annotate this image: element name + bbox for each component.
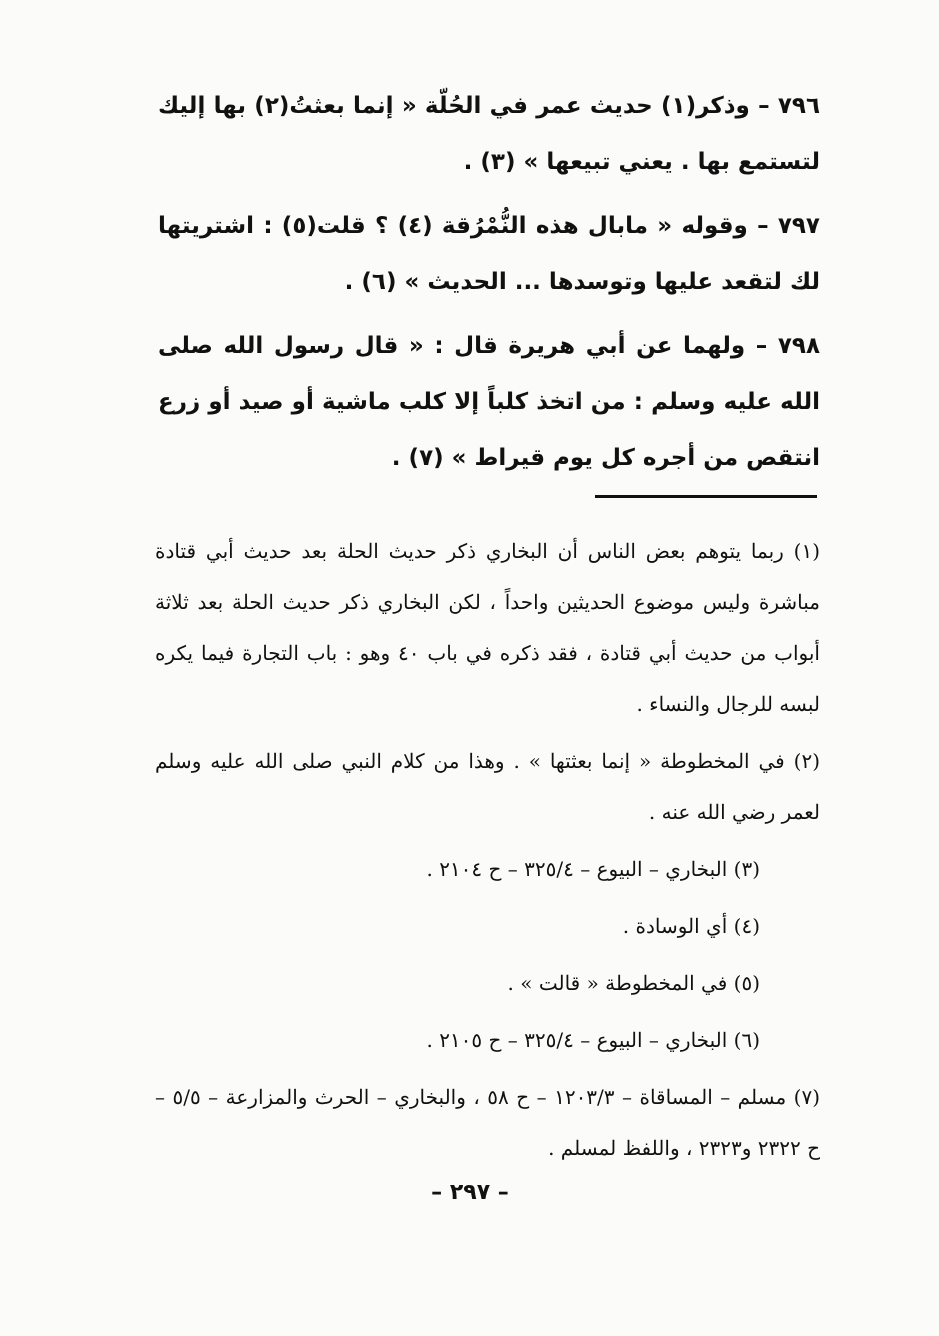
footnote-4: (٤) أي الوسادة .: [622, 914, 760, 938]
footnote-2: (٢) في المخطوطة « إنما بعثتها » . وهذا من كلام النبي صلى الله عليه وسلم لعمر رضي الله عنه .: [155, 749, 820, 824]
page-number: – ٢٩٧ –: [431, 1180, 509, 1205]
footnote-5: (٥) في المخطوطة « قالت » .: [507, 971, 760, 995]
hadith-entry-798: ٧٩٨ – ولهما عن أبي هريرة قال : « قال رسول الله صلى الله عليه وسلم : من اتخذ كلباً إلا كلب ماشية أو صيد أو زرع انتقص من أجره كل يوم قيراط » (٧) .: [158, 333, 820, 471]
footnote-7: (٧) مسلم – المساقاة – ١٢٠٣/٣ – ح ٥٨ ، والبخاري – الحرث والمزارعة – ٥/٥ – ح ٢٣٢٢ و٢٣٢٣ ، واللفظ لمسلم .: [155, 1085, 820, 1160]
footnote-6: (٦) البخاري – البيوع – ٣٢٥/٤ – ح ٢١٠٥ .: [426, 1028, 760, 1052]
main-text: [158, 78, 820, 486]
footnote-3: (٣) البخاري – البيوع – ٣٢٥/٤ – ح ٢١٠٤ .: [426, 857, 760, 881]
footnote-separator: [595, 495, 817, 498]
hadith-entry-797: ٧٩٧ – وقوله « مابال هذه النُّمْرُقة (٤) ؟ قلت(٥) : اشتريتها لك لتقعد عليها وتوسدها ... الحديث » (٦) .: [158, 213, 820, 295]
footnotes: [155, 526, 820, 1180]
hadith-entry-796: ٧٩٦ – وذكر(١) حديث عمر في الحُلّة « إنما بعثتُ(٢) بها إليك لتستمع بها . يعني تبيعها » (٣) .: [158, 93, 820, 175]
footnote-1: (١) ربما يتوهم بعض الناس أن البخاري ذكر حديث الحلة بعد حديث أبي قتادة مباشرة وليس موضوع الحديثين واحداً ، لكن البخاري ذكر حديث الحلة بعد ثلاثة أبواب من حديث أبي قتادة ، فقد ذكره في باب ٤٠ وهو : باب التجارة فيما يكره لبسه للرجال والنساء .: [155, 539, 820, 716]
